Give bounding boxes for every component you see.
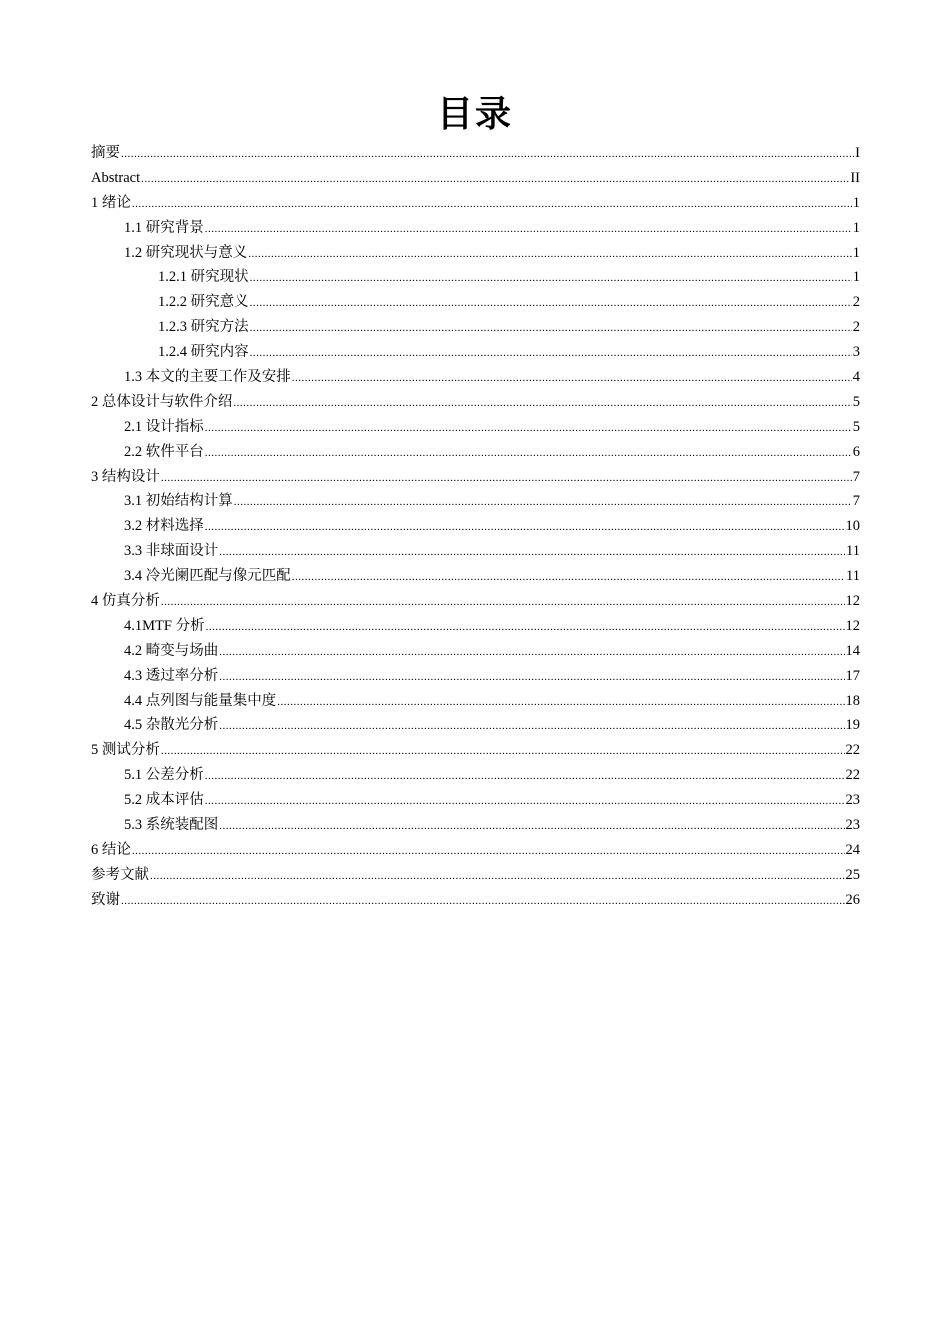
toc-entry[interactable]: [91, 863, 860, 888]
toc-entry-label: 3.2 材料选择: [124, 518, 204, 535]
toc-entry[interactable]: [91, 763, 860, 788]
toc-entry-label: 5 测试分析: [91, 742, 160, 759]
toc-dot-leader: [205, 441, 852, 466]
toc-dot-leader: [234, 490, 852, 515]
toc-entry[interactable]: [91, 440, 860, 465]
toc-entry[interactable]: [91, 415, 860, 440]
toc-entry-label: 4.4 点列图与能量集中度: [124, 692, 277, 709]
toc-entry-label: 3 结构设计: [91, 468, 160, 485]
toc-entry-label: 5.3 系统装配图: [124, 817, 219, 834]
toc-dot-leader: [219, 665, 844, 690]
toc-title: 目录: [436, 94, 513, 134]
toc-entry-page-number: 22: [845, 767, 860, 784]
toc-dot-leader: [205, 217, 852, 242]
toc-entry-label: 1.3 本文的主要工作及安排: [124, 369, 291, 386]
toc-entry-page-number: 18: [845, 692, 860, 709]
toc-dot-leader: [277, 690, 844, 715]
toc-dot-leader: [219, 714, 844, 739]
toc-dot-leader: [121, 889, 845, 914]
toc-entry-label: 3.3 非球面设计: [124, 543, 219, 560]
toc-entry-page-number: 1: [852, 194, 860, 211]
toc-entry-label: 2 总体设计与软件介绍: [91, 393, 233, 410]
toc-entry-page-number: 4: [852, 369, 860, 386]
toc-dot-leader: [121, 142, 854, 167]
toc-entry-page-number: 17: [845, 667, 860, 684]
toc-dot-leader: [150, 864, 845, 889]
toc-entry-page-number: 6: [852, 443, 860, 460]
toc-entry[interactable]: [91, 191, 860, 216]
toc-dot-leader: [132, 839, 845, 864]
toc-entry-label: 摘要: [91, 145, 120, 161]
toc-entry-page-number: 2: [852, 294, 860, 311]
toc-entry-page-number: 23: [845, 817, 860, 834]
toc-entry[interactable]: [91, 788, 860, 813]
toc-dot-leader: [292, 366, 852, 391]
toc-dot-leader: [219, 540, 845, 565]
toc-entry[interactable]: [91, 664, 860, 689]
toc-dot-leader: [205, 789, 845, 814]
toc-entry[interactable]: [91, 689, 860, 714]
toc-entry-label: 致谢: [91, 891, 120, 908]
toc-entry-label: 1.2.4 研究内容: [158, 344, 249, 361]
toc-entry-page-number: 5: [852, 393, 860, 410]
toc-entry[interactable]: [91, 489, 860, 514]
toc-entry[interactable]: [91, 365, 860, 390]
toc-entry[interactable]: [91, 216, 860, 241]
toc-entry-page-number: 10: [845, 518, 860, 535]
toc-entry-page-number: 12: [845, 593, 860, 610]
toc-dot-leader: [161, 590, 845, 615]
toc-dot-leader: [250, 291, 852, 316]
toc-entry-label: Abstract: [91, 169, 141, 186]
toc-entry-label: 4.3 透过率分析: [124, 667, 219, 684]
toc-dot-leader: [233, 391, 851, 416]
toc-dot-leader: [161, 739, 845, 764]
toc-entry-label: 3.1 初始结构计算: [124, 493, 233, 510]
toc-entry[interactable]: [91, 738, 860, 763]
toc-entry-page-number: 14: [845, 642, 860, 659]
toc-entry[interactable]: [91, 713, 860, 738]
toc-entry[interactable]: [91, 813, 860, 838]
toc-entry[interactable]: [91, 614, 860, 639]
toc-entry-page-number: 5: [852, 418, 860, 435]
toc-entry-page-number: I: [855, 145, 860, 161]
toc-dot-leader: [248, 242, 852, 267]
toc-entry[interactable]: [91, 265, 860, 290]
toc-dot-leader: [141, 167, 849, 192]
toc-entry[interactable]: [91, 639, 860, 664]
toc-entry[interactable]: [91, 290, 860, 315]
toc-dot-leader: [250, 341, 852, 366]
toc-entry-page-number: II: [850, 169, 860, 186]
toc-entry-label: 4.1MTF 分析: [124, 617, 205, 634]
toc-entry-label: 参考文献: [91, 866, 149, 883]
toc-entry[interactable]: [91, 241, 860, 266]
toc-entry[interactable]: [91, 315, 860, 340]
toc-entry[interactable]: [91, 390, 860, 415]
toc-entry-page-number: 1: [852, 244, 860, 261]
toc-dot-leader: [206, 615, 845, 640]
toc-entry-label: 5.2 成本评估: [124, 792, 204, 809]
toc-entry-label: 1.1 研究背景: [124, 219, 204, 236]
toc-entry[interactable]: [91, 838, 860, 863]
toc-entry[interactable]: [91, 340, 860, 365]
toc-entry-page-number: 7: [852, 493, 860, 510]
toc-entry-label: 2.1 设计指标: [124, 418, 204, 435]
toc-entry-label: 1.2.3 研究方法: [158, 319, 249, 336]
toc-entry-page-number: 2: [852, 319, 860, 336]
toc-entry-page-number: 24: [845, 841, 860, 858]
toc-entry-page-number: 11: [846, 568, 860, 585]
toc-entry-page-number: 23: [845, 792, 860, 809]
toc-dot-leader: [219, 814, 844, 839]
toc-entry-label: 4 仿真分析: [91, 593, 160, 610]
toc-entry[interactable]: [91, 564, 860, 589]
toc-dot-leader: [161, 466, 852, 491]
toc-entry-label: 2.2 软件平台: [124, 443, 204, 460]
toc-entry-label: 6 结论: [91, 841, 131, 858]
toc-dot-leader: [132, 192, 852, 217]
toc-entry-page-number: 12: [845, 617, 860, 634]
toc-entry-page-number: 1: [852, 219, 860, 236]
toc-entry[interactable]: [91, 539, 860, 564]
toc-dot-leader: [292, 565, 845, 590]
toc-entry-page-number: 22: [845, 742, 860, 759]
toc-entry-label: 4.5 杂散光分析: [124, 717, 219, 734]
toc-entry-page-number: 7: [852, 468, 860, 485]
toc-entry[interactable]: [91, 888, 860, 913]
toc-entry-label: 1 绪论: [91, 194, 131, 211]
toc-entry[interactable]: [91, 465, 860, 490]
toc-dot-leader: [205, 515, 845, 540]
toc-dot-leader: [250, 316, 852, 341]
toc-entry-page-number: 25: [845, 866, 860, 883]
toc-dot-leader: [205, 416, 852, 441]
toc-entry-page-number: 19: [845, 717, 860, 734]
toc-dot-leader: [219, 640, 844, 665]
toc-entry-label: 4.2 畸变与场曲: [124, 642, 219, 659]
toc-entry[interactable]: [91, 166, 860, 191]
toc-entry-page-number: 11: [846, 543, 860, 560]
toc-entry-label: 5.1 公差分析: [124, 767, 204, 784]
toc-entry-label: 1.2 研究现状与意义: [124, 244, 248, 261]
toc-list: [91, 141, 860, 913]
toc-entry-page-number: 26: [845, 891, 860, 908]
toc-entry-page-number: 3: [852, 344, 860, 361]
toc-entry[interactable]: [91, 589, 860, 614]
toc-entry[interactable]: [91, 141, 860, 166]
toc-entry-label: 1.2.2 研究意义: [158, 294, 249, 311]
toc-entry-page-number: 1: [852, 269, 860, 286]
toc-dot-leader: [205, 764, 845, 789]
toc-entry-label: 1.2.1 研究现状: [158, 269, 249, 286]
toc-entry-label: 3.4 冷光阑匹配与像元匹配: [124, 568, 291, 585]
toc-dot-leader: [250, 266, 852, 291]
toc-entry[interactable]: [91, 514, 860, 539]
